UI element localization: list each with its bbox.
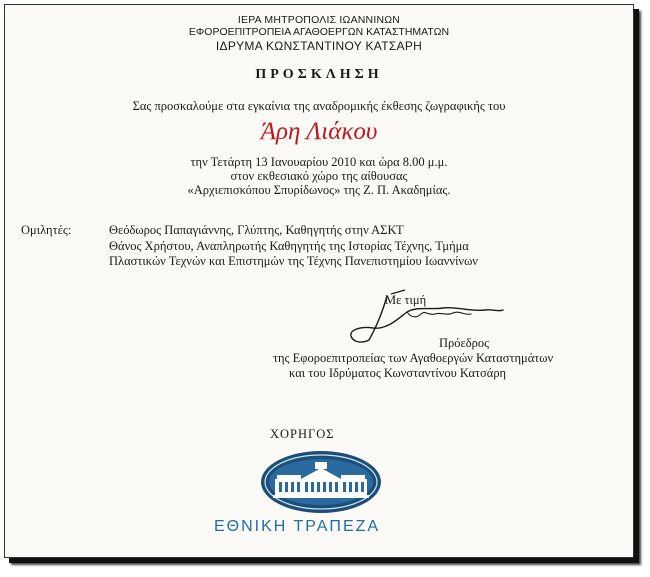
speaker-line: Θεόδωρος Παπαγιάννης, Γλύπτης, Καθηγητής στην ΑΣΚΤ <box>109 223 404 237</box>
sponsor-label: ΧΟΡΗΓΟΣ <box>270 427 335 441</box>
speaker-line: Πλαστικών Τεχνών και Επιστημών της Τέχνης Πανεπιστημίου Ιωαννίνων <box>109 254 478 268</box>
event-venue: στον εκθεσιακό χώρο της αίθουσας <box>230 169 408 183</box>
sponsor-name: ΕΘΝΙΚΗ ΤΡΑΠΕΖΑ <box>214 518 381 535</box>
speaker-line: Θάνος Χρήστου, Αναπληρωτής Καθηγητής της Ιστορίας Τέχνης, Τμήμα <box>109 239 469 253</box>
national-bank-logo <box>259 449 383 520</box>
president-foundation: και του Ιδρύματος Κωνσταντίνου Κατσάρη <box>289 366 507 380</box>
invitation-intro: Σας προσκαλούμε στα εγκαίνια της αναδρομικής έκθεσης ζωγραφικής του <box>132 99 506 113</box>
header-metropolis: ΙΕΡΑ ΜΗΤΡΟΠΟΛΙΣ ΙΩΑΝΝΙΝΩΝ <box>237 14 401 26</box>
event-hall: «Αρχιεπισκόπου Σπυρίδωνος» της Ζ. Π. Ακαδημίας. <box>187 183 451 197</box>
header-foundation: ΙΔΡΥΜΑ ΚΩΝΣΤΑΝΤΙΝΟΥ ΚΑΤΣΑΡΗ <box>215 39 423 53</box>
regards-text: Με τιμή <box>385 293 427 307</box>
invitation-card <box>4 4 634 558</box>
event-date: την Τετάρτη 13 Ιανουαρίου 2010 και ώρα 8.00 μ.μ. <box>190 155 448 169</box>
president-title: Πρόεδρος <box>439 336 490 350</box>
header-committee: ΕΦΟΡΟΕΠΙΤΡΟΠΕΙΑ ΑΓΑΘΟΕΡΓΩΝ ΚΑΤΑΣΤΗΜΑΤΩΝ <box>188 26 450 38</box>
invitation-title: ΠΡΟΣΚΛΗΣΗ <box>255 67 383 82</box>
president-committee: της Εφοροεπιτροπείας των Αγαθοεργών Καταστημάτων <box>273 351 554 365</box>
artist-name: Άρη Λιάκου <box>260 118 378 145</box>
speakers-label: Ομιλητές: <box>21 223 72 237</box>
